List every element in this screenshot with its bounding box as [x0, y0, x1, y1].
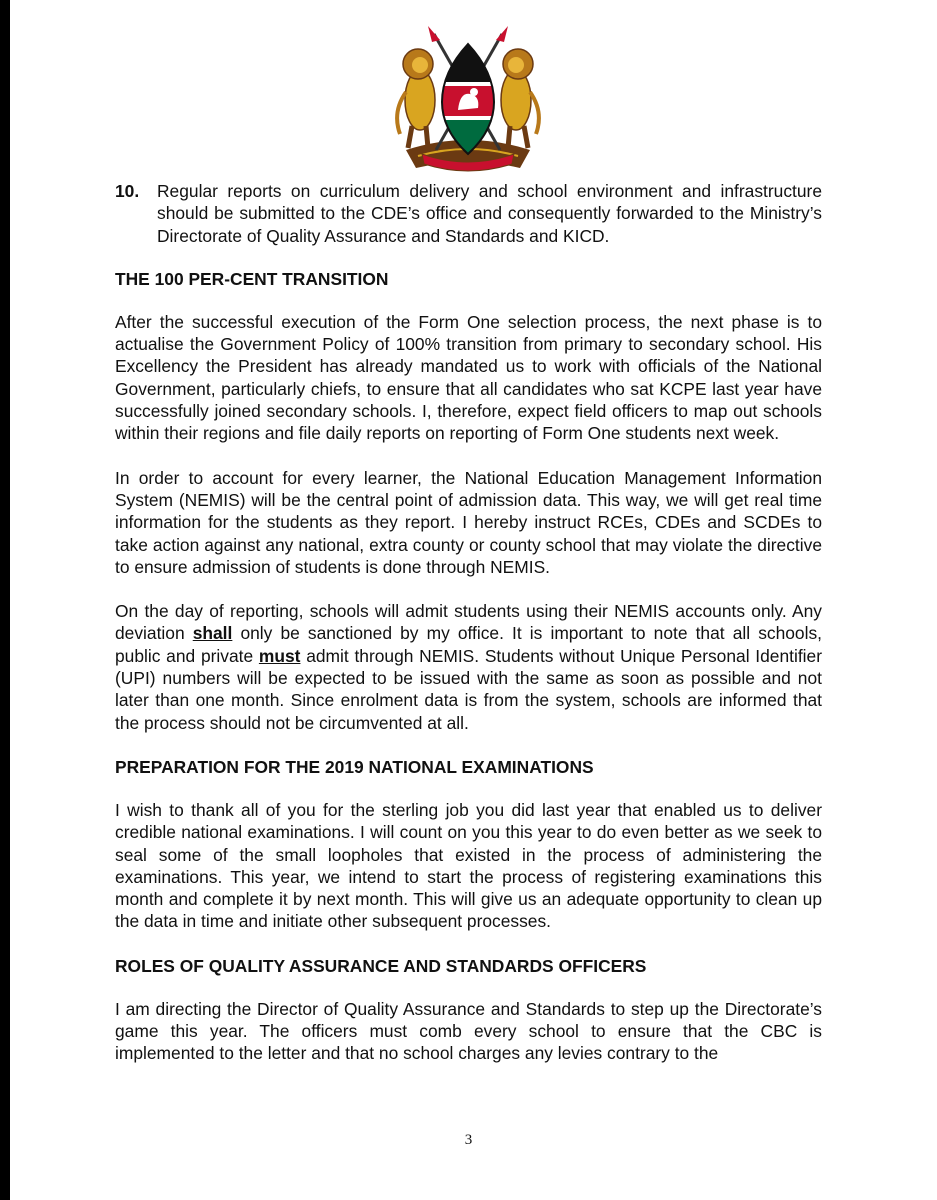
item-number: 10. [115, 181, 140, 201]
page-number: 3 [464, 1132, 473, 1148]
emphasis-must: must [258, 645, 301, 666]
reporting-text-part-1: On the day of reporting, schools will admit students using their NEMIS accounts only. Any deviation [115, 601, 822, 644]
section-heading-exams: PREPARATION FOR THE 2019 NATIONAL EXAMINATIONS [115, 756, 594, 777]
paragraph-transition-policy: After the successful execution of the Form One selection process, the next phase is to actualise the Government Policy of 100% transition from primary to secondary school. His Excellency the President has already mandated us to work with officials of the National Government, particularly chiefs, to ensure that all candidates who sat KCPE last year have successfully joined secondary schools. I, therefore, expect field officers to map out schools within their regions and file daily reports on reporting of Form One students next week. [115, 311, 822, 444]
section-heading-transition: THE 100 PER-CENT TRANSITION [115, 268, 389, 289]
document-body [115, 180, 822, 1065]
paragraph-exams-preparation: I wish to thank all of you for the sterling job you did last year that enabled us to deliver credible national examinations. I will count on you this year to do even better as we seek to seal some of the small loopholes that existed in the process of administering the examinations. This year, we intend to start the process of registering examinations this month and complete it by next month. This will give us an adequate opportunity to clean up the data in time and initiate other subsequent processes. [115, 799, 822, 932]
reporting-text-part-2: only be sanctioned by my office. It is important to note that all schools, public and private [115, 623, 822, 666]
paragraph-nemis-admission: In order to account for every learner, the National Education Management Information System (NEMIS) will be the central point of admission data. This way, we will get real time information for the students as they report. I hereby instruct RCEs, CDEs and SCDEs to take action against any national, extra county or county school that may violate the directive to ensure admission of students is done through NEMIS. [115, 467, 822, 577]
numbered-item-10 [115, 180, 822, 247]
paragraph-reporting-day [115, 600, 822, 734]
left-page-border [0, 0, 10, 1200]
lion-left [397, 49, 435, 148]
paragraph-quality-assurance: I am directing the Director of Quality Assurance and Standards to step up the Directorate’s game this year. The officers must comb every school to ensure that the CBC is implemented to the letter and that no school charges any levies contrary to the [115, 998, 822, 1064]
section-heading-quality-assurance: ROLES OF QUALITY ASSURANCE AND STANDARDS OFFICERS [115, 955, 647, 976]
kenya-coat-of-arms-logo [388, 22, 548, 172]
lion-right [501, 49, 539, 148]
emphasis-shall: shall [192, 623, 233, 644]
item-text: Regular reports on curriculum delivery and school environment and infrastructure should be submitted to the CDE’s office and consequently forwarded to the Ministry’s Directorate of Quality Assurance and Standards and KICD. [157, 181, 822, 246]
reporting-text-part-3: admit through NEMIS. Students without Unique Personal Identifier (UPI) numbers will be expected to be issued with the same as soon as possible and not later than one month. Since enrolment data is from the system, schools are informed that the process should not be circumvented at all. [115, 645, 823, 733]
